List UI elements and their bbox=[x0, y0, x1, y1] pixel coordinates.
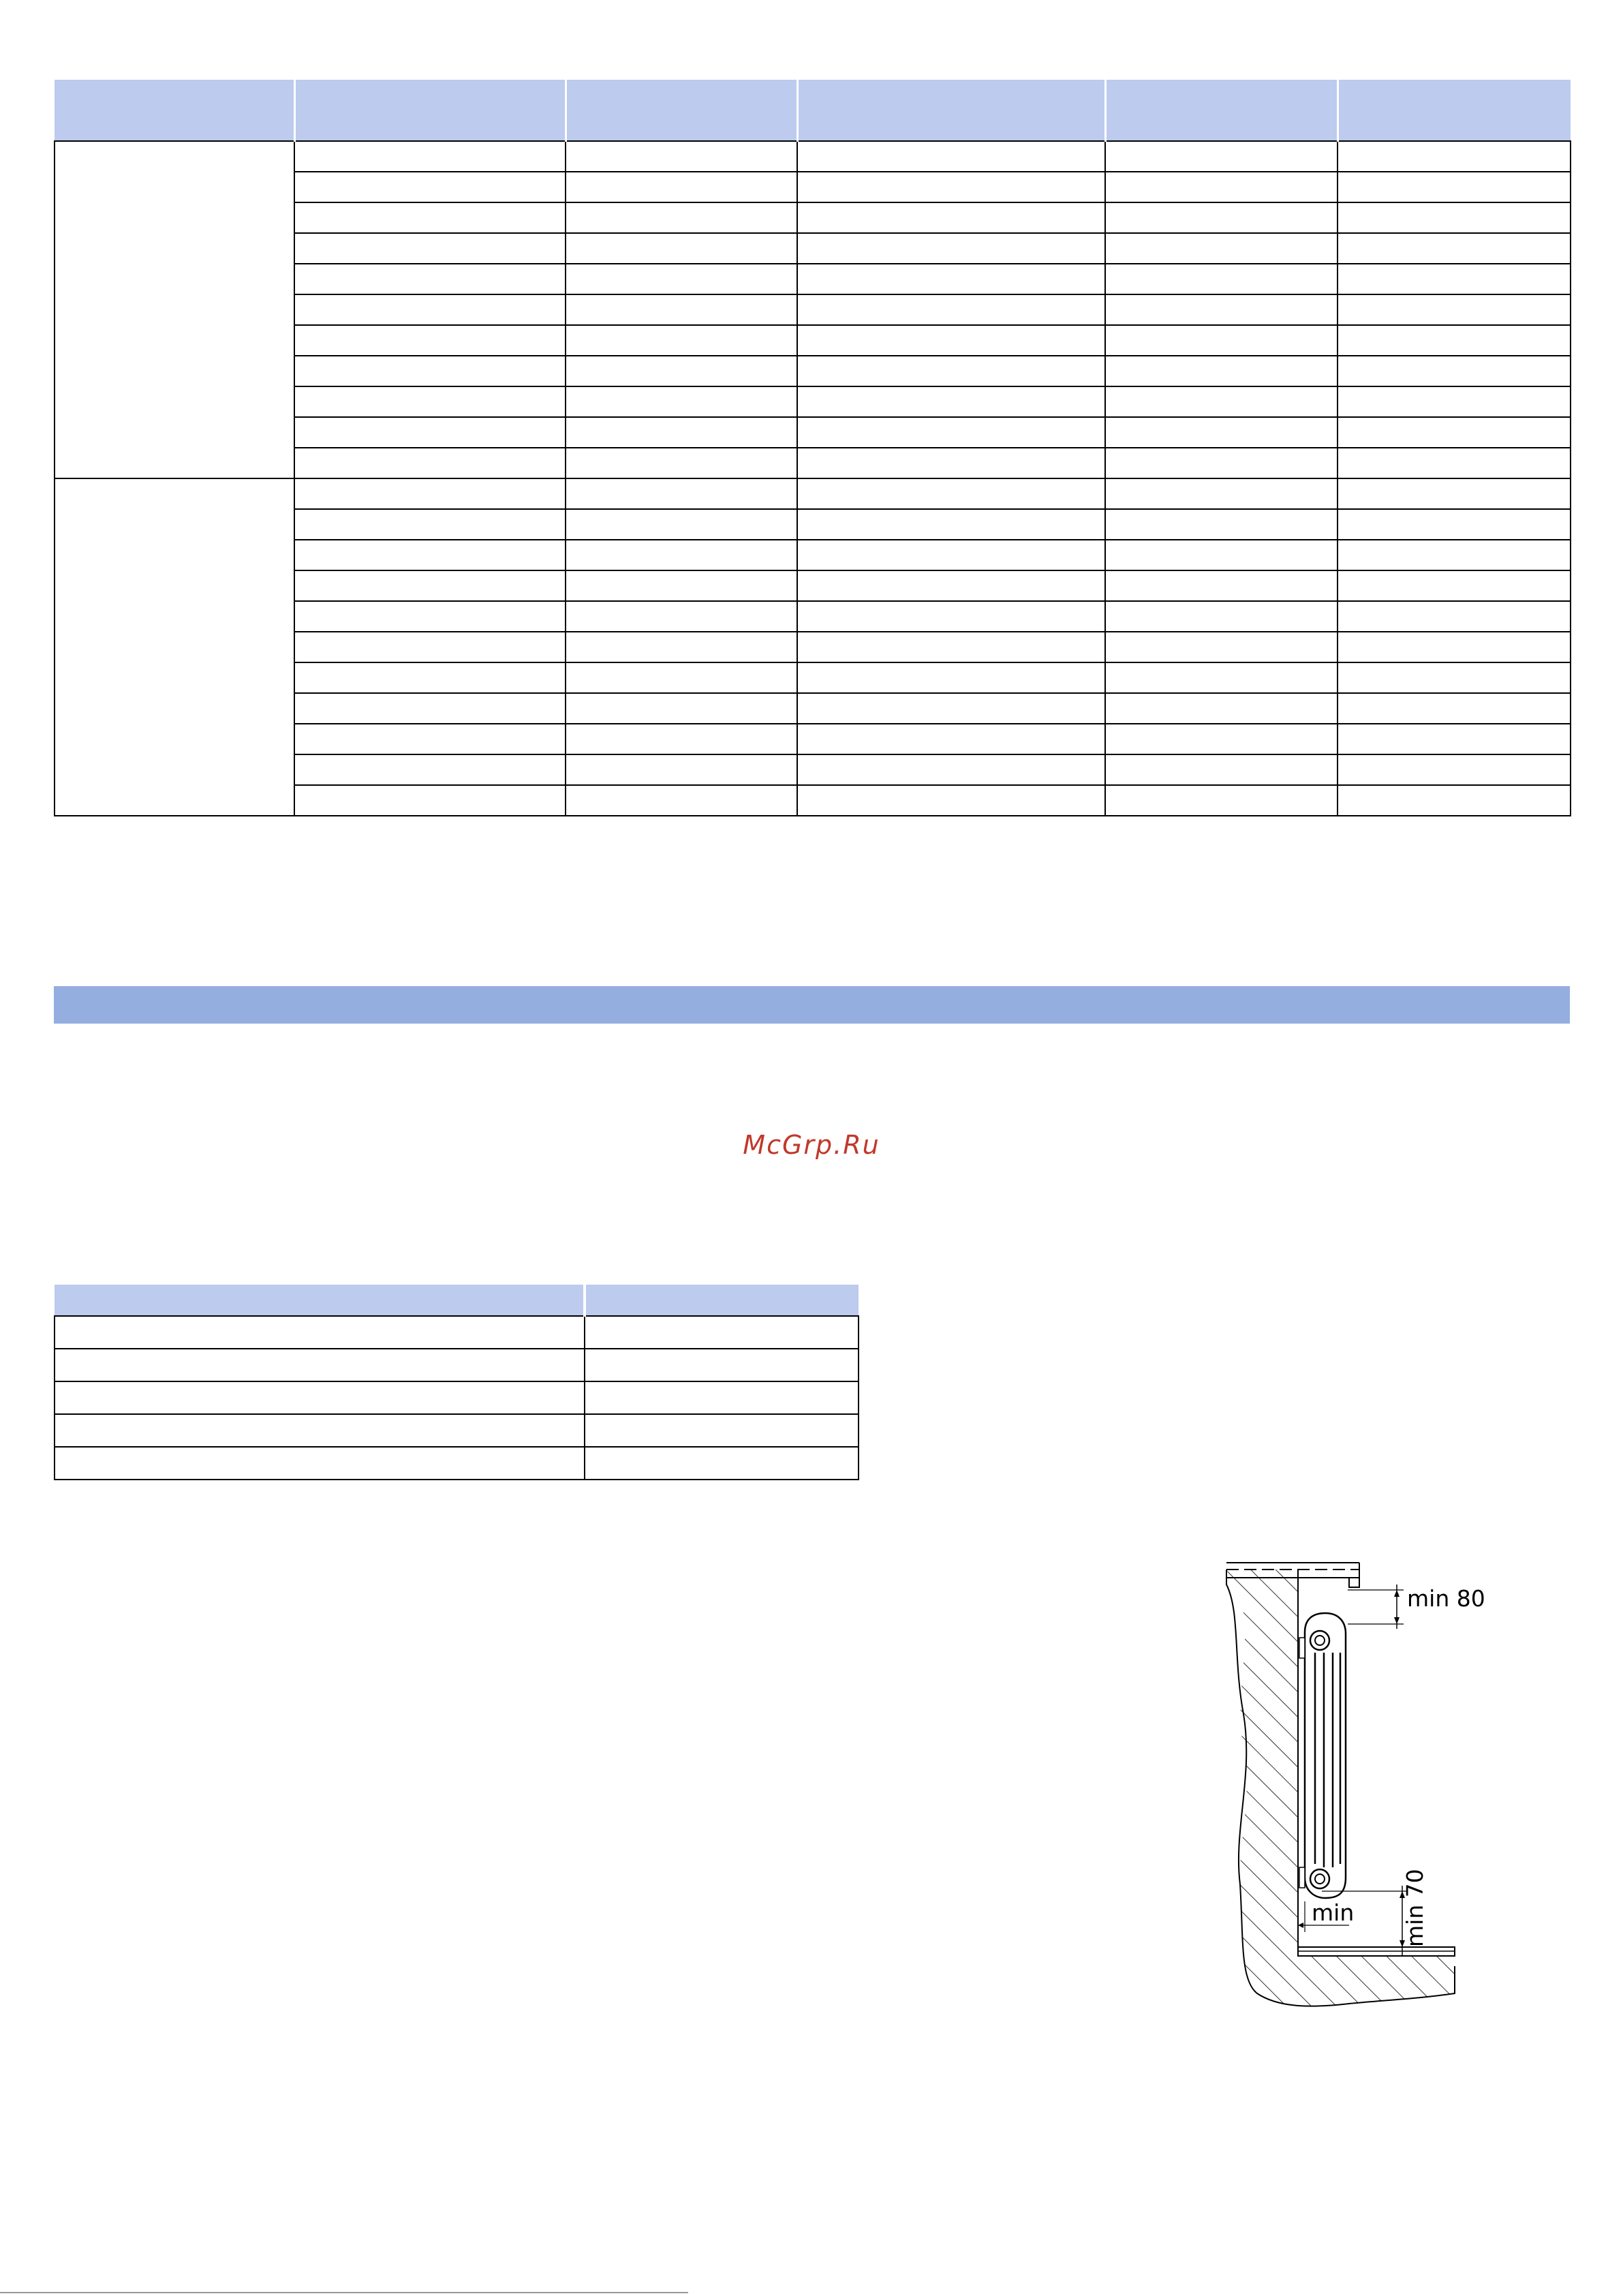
table-cell bbox=[566, 417, 797, 448]
table-cell bbox=[1105, 172, 1338, 202]
table-cell bbox=[294, 294, 566, 325]
table-cell bbox=[797, 202, 1105, 233]
table-cell bbox=[797, 632, 1105, 662]
table-cell bbox=[55, 1447, 585, 1480]
table-cell bbox=[566, 570, 797, 601]
section-header-bar bbox=[54, 986, 1570, 1024]
table-cell bbox=[566, 785, 797, 816]
table-cell bbox=[585, 1381, 859, 1414]
table-cell bbox=[294, 662, 566, 693]
table-cell bbox=[1105, 448, 1338, 478]
table-row bbox=[55, 1447, 859, 1480]
wall-gap-label: min bbox=[1312, 1899, 1355, 1926]
table-cell bbox=[294, 141, 566, 172]
watermark-text: McGrp.Ru bbox=[743, 1130, 880, 1160]
table-cell bbox=[294, 448, 566, 478]
table-cell bbox=[294, 233, 566, 264]
table-cell bbox=[585, 1447, 859, 1480]
table-cell bbox=[1338, 356, 1571, 386]
table-cell bbox=[566, 478, 797, 509]
table-cell bbox=[566, 356, 797, 386]
table-cell bbox=[1105, 540, 1338, 570]
table-cell bbox=[566, 264, 797, 294]
table-cell bbox=[1338, 448, 1571, 478]
table-cell bbox=[55, 1316, 585, 1349]
table-cell bbox=[797, 141, 1105, 172]
header-cell bbox=[797, 80, 1105, 141]
table-cell bbox=[1105, 570, 1338, 601]
table-cell bbox=[566, 202, 797, 233]
table-cell bbox=[1105, 356, 1338, 386]
table-cell bbox=[566, 754, 797, 785]
top-clearance-label: min 80 bbox=[1407, 1585, 1485, 1612]
table-cell bbox=[1105, 478, 1338, 509]
table-cell bbox=[797, 325, 1105, 356]
table-cell bbox=[566, 172, 797, 202]
table-cell bbox=[1105, 632, 1338, 662]
table-cell bbox=[566, 540, 797, 570]
table-cell bbox=[1338, 202, 1571, 233]
table-header-row bbox=[55, 80, 1571, 141]
table-cell bbox=[294, 540, 566, 570]
table-cell bbox=[797, 540, 1105, 570]
table-cell bbox=[294, 785, 566, 816]
specification-table bbox=[54, 80, 1571, 816]
header-cell bbox=[294, 80, 566, 141]
table-row bbox=[55, 478, 1571, 509]
group-label-cell bbox=[55, 141, 294, 478]
table-cell bbox=[1338, 294, 1571, 325]
installation-diagram bbox=[1213, 1557, 1485, 2021]
table-cell bbox=[585, 1414, 859, 1447]
table-cell bbox=[797, 754, 1105, 785]
table-cell bbox=[797, 724, 1105, 754]
group-label-cell bbox=[55, 478, 294, 816]
table-cell bbox=[1105, 233, 1338, 264]
small-spec-table bbox=[54, 1285, 859, 1480]
table-cell bbox=[1338, 264, 1571, 294]
table-row bbox=[55, 141, 1571, 172]
table-cell bbox=[1338, 417, 1571, 448]
table-row bbox=[55, 1381, 859, 1414]
table-cell bbox=[1105, 141, 1338, 172]
table-cell bbox=[294, 356, 566, 386]
table-cell bbox=[797, 233, 1105, 264]
table-cell bbox=[1105, 325, 1338, 356]
table-cell bbox=[294, 601, 566, 632]
table-cell bbox=[566, 662, 797, 693]
table-cell bbox=[1338, 540, 1571, 570]
table-cell bbox=[1338, 754, 1571, 785]
table-row bbox=[55, 1414, 859, 1447]
table-cell bbox=[1105, 386, 1338, 417]
top-clearance-dimension bbox=[1348, 1585, 1404, 1629]
table-cell bbox=[1338, 509, 1571, 540]
table-cell bbox=[1105, 202, 1338, 233]
table-cell bbox=[566, 448, 797, 478]
table-cell bbox=[1338, 693, 1571, 724]
table-body bbox=[55, 1316, 859, 1480]
table-cell bbox=[797, 294, 1105, 325]
table-cell bbox=[1105, 509, 1338, 540]
table-cell bbox=[1338, 386, 1571, 417]
table-cell bbox=[797, 172, 1105, 202]
table-cell bbox=[1105, 724, 1338, 754]
table-cell bbox=[797, 478, 1105, 509]
header-cell bbox=[585, 1285, 859, 1316]
table-cell bbox=[566, 601, 797, 632]
table-cell bbox=[797, 785, 1105, 816]
table-cell bbox=[566, 386, 797, 417]
table-cell bbox=[1105, 294, 1338, 325]
table-cell bbox=[1105, 754, 1338, 785]
header-cell bbox=[1338, 80, 1571, 141]
table-cell bbox=[294, 724, 566, 754]
table-cell bbox=[294, 172, 566, 202]
table-cell bbox=[566, 233, 797, 264]
table-cell bbox=[585, 1349, 859, 1381]
table-cell bbox=[566, 724, 797, 754]
table-cell bbox=[1338, 632, 1571, 662]
table-cell bbox=[55, 1381, 585, 1414]
table-cell bbox=[294, 386, 566, 417]
table-cell bbox=[566, 141, 797, 172]
table-cell bbox=[797, 601, 1105, 632]
table-cell bbox=[55, 1349, 585, 1381]
table-cell bbox=[797, 264, 1105, 294]
table-cell bbox=[1338, 724, 1571, 754]
table-cell bbox=[1105, 417, 1338, 448]
table-cell bbox=[797, 356, 1105, 386]
table-cell bbox=[566, 693, 797, 724]
table-cell bbox=[1338, 601, 1571, 632]
header-cell bbox=[55, 80, 294, 141]
table-cell bbox=[294, 632, 566, 662]
table-cell bbox=[1105, 693, 1338, 724]
table-cell bbox=[585, 1316, 859, 1349]
table-cell bbox=[1338, 172, 1571, 202]
table-cell bbox=[566, 632, 797, 662]
table-cell bbox=[294, 570, 566, 601]
table-cell bbox=[294, 754, 566, 785]
bottom-clearance-label: min 70 bbox=[1402, 1869, 1428, 1947]
table-cell bbox=[1105, 264, 1338, 294]
table-cell bbox=[797, 693, 1105, 724]
table-cell bbox=[55, 1414, 585, 1447]
table-body bbox=[55, 141, 1571, 816]
table-cell bbox=[294, 478, 566, 509]
table-cell bbox=[1338, 478, 1571, 509]
table-cell bbox=[566, 294, 797, 325]
table-cell bbox=[1105, 662, 1338, 693]
header-cell bbox=[1105, 80, 1338, 141]
table-cell bbox=[1338, 141, 1571, 172]
table-cell bbox=[1105, 785, 1338, 816]
table-cell bbox=[566, 509, 797, 540]
table-cell bbox=[1338, 662, 1571, 693]
radiator-icon bbox=[1299, 1613, 1346, 1898]
table-cell bbox=[797, 662, 1105, 693]
footer-rule bbox=[0, 2292, 688, 2293]
table-cell bbox=[294, 325, 566, 356]
table-cell bbox=[566, 325, 797, 356]
table-cell bbox=[294, 417, 566, 448]
table-cell bbox=[1105, 601, 1338, 632]
table-cell bbox=[797, 386, 1105, 417]
table-cell bbox=[1338, 570, 1571, 601]
table-cell bbox=[797, 448, 1105, 478]
table-header-row bbox=[55, 1285, 859, 1316]
table-cell bbox=[797, 417, 1105, 448]
header-cell bbox=[566, 80, 797, 141]
table-cell bbox=[294, 693, 566, 724]
floor-finish bbox=[1298, 1947, 1455, 1956]
table-cell bbox=[1338, 785, 1571, 816]
table-cell bbox=[294, 264, 566, 294]
header-cell bbox=[55, 1285, 585, 1316]
table-row bbox=[55, 1349, 859, 1381]
table-cell bbox=[1338, 233, 1571, 264]
table-cell bbox=[1338, 325, 1571, 356]
table-cell bbox=[797, 509, 1105, 540]
table-row bbox=[55, 1316, 859, 1349]
table-cell bbox=[797, 570, 1105, 601]
table-cell bbox=[294, 509, 566, 540]
table-cell bbox=[294, 202, 566, 233]
